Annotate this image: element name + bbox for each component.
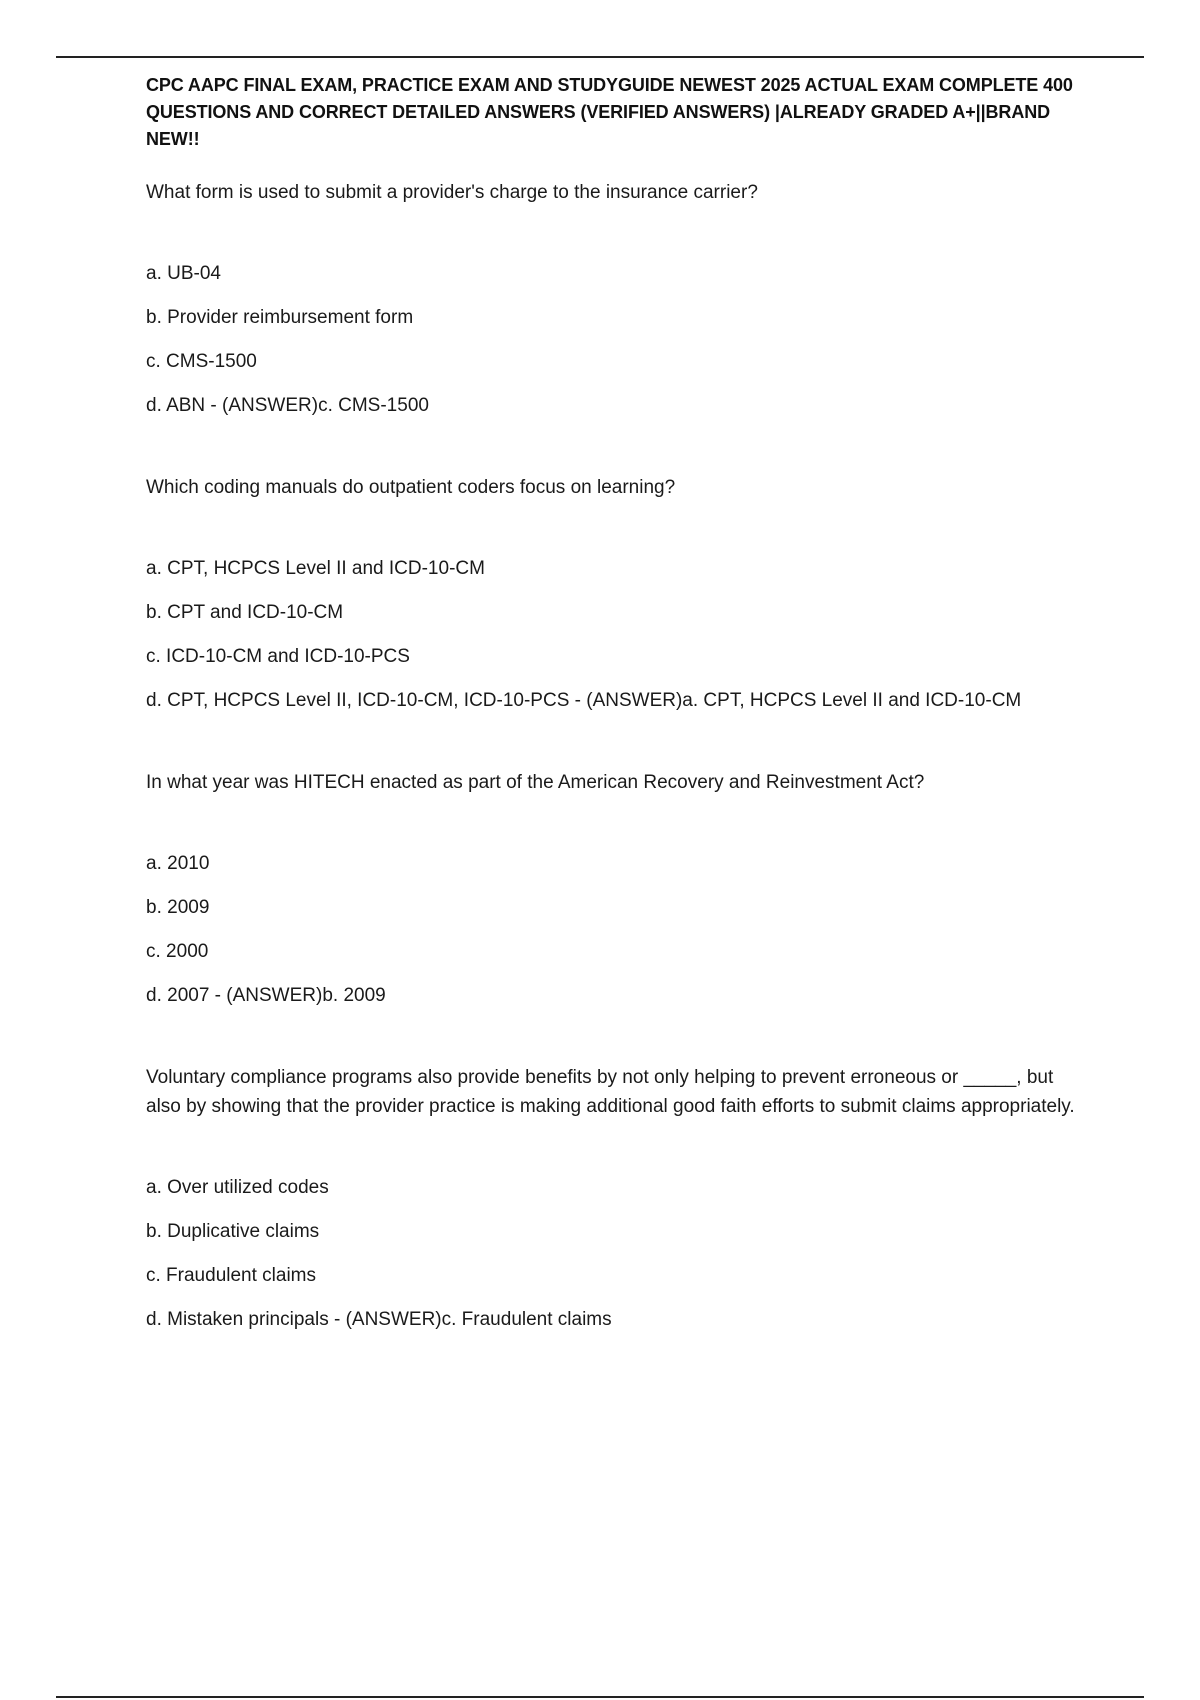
top-rule	[56, 56, 1144, 58]
question-text: Which coding manuals do outpatient coders focus on learning?	[146, 477, 676, 498]
option-item: c. 2000	[146, 941, 209, 962]
question-text: What form is used to submit a provider's charge to the insurance carrier?	[146, 182, 758, 203]
question-text: Voluntary compliance programs also provide benefits by not only helping to prevent erroneous or _____, but also by showing that the provider practice is making additional good faith efforts to submit claims appropriately.	[146, 1067, 1075, 1117]
bottom-rule	[56, 1696, 1144, 1698]
option-item: c. ICD-10-CM and ICD-10-PCS	[146, 646, 410, 667]
option-item: a. Over utilized codes	[146, 1177, 329, 1198]
document-body	[146, 72, 1086, 1334]
option-item: b. CPT and ICD-10-CM	[146, 602, 344, 623]
question-block	[146, 178, 1086, 420]
question-block	[146, 768, 1086, 1010]
option-item: d. Mistaken principals - (ANSWER)c. Fraudulent claims	[146, 1309, 612, 1330]
option-item: d. CPT, HCPCS Level II, ICD-10-CM, ICD-10-PCS - (ANSWER)a. CPT, HCPCS Level II and ICD-10-CM	[146, 690, 1022, 711]
option-item: c. CMS-1500	[146, 351, 257, 372]
option-item: b. Duplicative claims	[146, 1221, 320, 1242]
options-list	[146, 1173, 1086, 1334]
option-item: a. UB-04	[146, 263, 221, 284]
option-item: c. Fraudulent claims	[146, 1265, 317, 1286]
question-block	[146, 1063, 1086, 1334]
options-list	[146, 849, 1086, 1010]
option-item: d. 2007 - (ANSWER)b. 2009	[146, 985, 386, 1006]
option-item: a. 2010	[146, 853, 210, 874]
option-item: a. CPT, HCPCS Level II and ICD-10-CM	[146, 558, 485, 579]
options-list	[146, 554, 1086, 715]
option-item: b. Provider reimbursement form	[146, 307, 414, 328]
option-item: d. ABN - (ANSWER)c. CMS-1500	[146, 395, 429, 416]
document-title: CPC AAPC FINAL EXAM, PRACTICE EXAM AND STUDYGUIDE NEWEST 2025 ACTUAL EXAM COMPLETE 400 QUESTIONS AND CORRECT DETAILED ANSWERS (VERIFIED ANSWERS) |ALREADY GRADED A+||BRAND NEW!!	[146, 75, 1073, 149]
options-list	[146, 259, 1086, 420]
question-text: In what year was HITECH enacted as part of the American Recovery and Reinvestment Act?	[146, 772, 925, 793]
option-item: b. 2009	[146, 897, 210, 918]
question-block	[146, 473, 1086, 715]
